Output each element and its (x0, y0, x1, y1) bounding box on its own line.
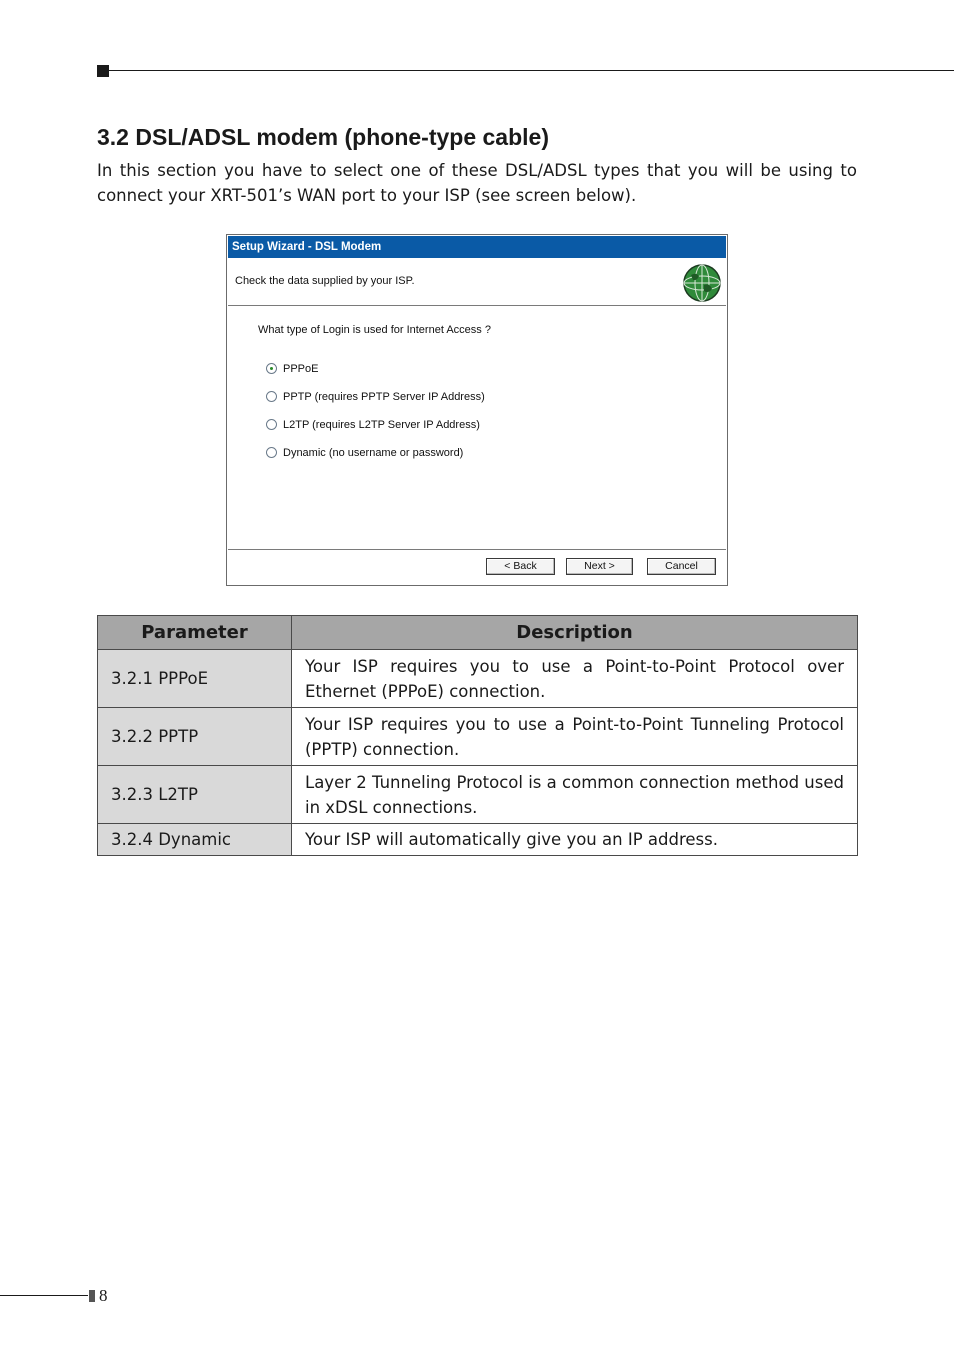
rule-square (97, 65, 109, 77)
table-row (98, 824, 858, 856)
wizard-title-bar: Setup Wizard - DSL Modem (228, 236, 726, 258)
radio-button[interactable] (266, 391, 277, 402)
top-rule (97, 65, 954, 77)
radio-label: L2TP (requires L2TP Server IP Address) (283, 419, 480, 431)
page-footer (0, 1286, 120, 1306)
cancel-button[interactable]: Cancel (647, 558, 716, 575)
back-button[interactable]: < Back (486, 558, 555, 575)
next-button[interactable]: Next > (566, 558, 633, 575)
wizard-check-text: Check the data supplied by your ISP. (235, 275, 415, 287)
parameter-cell: 3.2.3 L2TP (98, 766, 292, 824)
radio-button[interactable] (266, 419, 277, 430)
radio-label: PPTP (requires PPTP Server IP Address) (283, 391, 485, 403)
login-type-question: What type of Login is used for Internet Access ? (258, 324, 491, 336)
section-heading: 3.2 DSL/ADSL modem (phone-type cable) (97, 124, 549, 150)
radio-button[interactable] (266, 447, 277, 458)
wizard-button-bar (228, 549, 726, 584)
intro-paragraph: In this section you have to select one of these DSL/ADSL types that you will be using to connect your XRT-501’s WAN port to your ISP (see screen below). (97, 161, 857, 205)
description-cell: Layer 2 Tunneling Protocol is a common connection method used in xDSL connections. (292, 766, 858, 824)
footer-marker (89, 1290, 95, 1302)
table-row (98, 708, 858, 766)
table-row (98, 766, 858, 824)
parameter-cell: 3.2.2 PPTP (98, 708, 292, 766)
radio-label: PPPoE (283, 363, 319, 375)
table-header-row (98, 616, 858, 650)
page-number: 8 (99, 1286, 108, 1305)
parameter-table (97, 615, 858, 856)
setup-wizard-window (226, 234, 728, 586)
parameter-cell: 3.2.1 PPPoE (98, 650, 292, 708)
radio-label: Dynamic (no username or password) (283, 447, 464, 459)
description-cell: Your ISP requires you to use a Point-to-Point Protocol over Ethernet (PPPoE) connection. (292, 650, 858, 708)
header-parameter: Parameter (98, 616, 292, 650)
description-cell: Your ISP requires you to use a Point-to-Point Tunneling Protocol (PPTP) connection. (292, 708, 858, 766)
parameter-cell: 3.2.4 Dynamic (98, 824, 292, 856)
globe-icon (682, 263, 722, 303)
wizard-header (228, 258, 726, 306)
description-cell: Your ISP will automatically give you an IP address. (292, 824, 858, 856)
header-description: Description (292, 616, 858, 650)
radio-button-selected[interactable] (266, 363, 277, 374)
footer-rule (0, 1295, 88, 1296)
rule-line (109, 70, 954, 71)
table-row (98, 650, 858, 708)
